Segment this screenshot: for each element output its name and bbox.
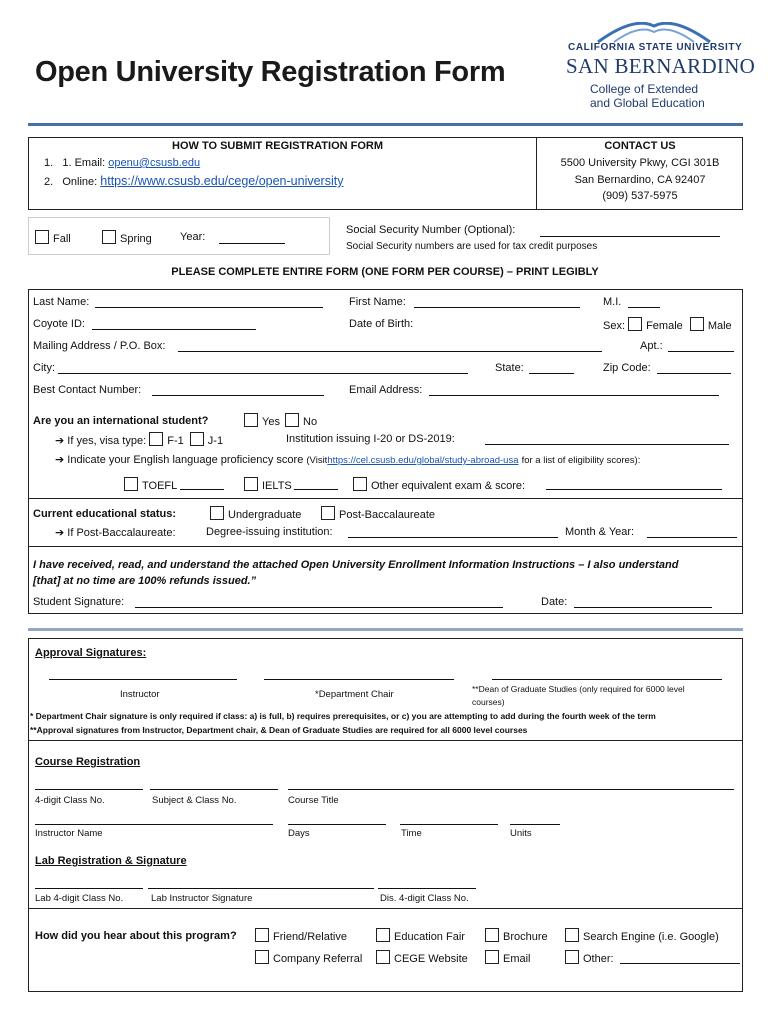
f1-checkbox[interactable]	[149, 432, 163, 446]
lab-instructor-label: Lab Instructor Signature	[151, 893, 253, 904]
fall-label: Fall	[53, 233, 71, 245]
visa-type-label: If yes, visa type:	[67, 435, 147, 447]
other-exam-checkbox[interactable]	[353, 477, 367, 491]
degree-inst-field[interactable]	[348, 537, 558, 538]
postbac-row	[55, 526, 176, 539]
female-label: Female	[646, 320, 683, 332]
course-title-field[interactable]	[288, 789, 734, 790]
search-engine-checkbox[interactable]	[565, 928, 579, 942]
email-checkbox[interactable]	[485, 950, 499, 964]
female-checkbox[interactable]	[628, 317, 642, 331]
state-label: State:	[495, 362, 524, 374]
ssn-note: Social Security numbers are used for tax credit purposes	[346, 241, 598, 252]
friend-label: Friend/Relative	[273, 931, 347, 943]
lab-heading: Lab Registration & Signature	[35, 855, 187, 867]
degree-inst-label: Degree-issuing institution:	[206, 526, 333, 538]
english-row	[55, 453, 640, 466]
instructor-signature-field[interactable]	[49, 679, 237, 680]
other-field[interactable]	[620, 963, 740, 964]
sun-arc-icon	[594, 22, 714, 44]
company-option	[255, 950, 362, 965]
month-year-label: Month & Year:	[565, 526, 635, 538]
last-name-label: Last Name:	[33, 296, 90, 308]
instructor-name-field[interactable]	[35, 824, 273, 825]
ielts-checkbox[interactable]	[244, 477, 258, 491]
international-question: Are you an international student?	[33, 415, 209, 427]
university-logo	[564, 22, 756, 112]
international-yes-label: Yes	[262, 416, 280, 428]
approval-heading: Approval Signatures:	[35, 647, 147, 659]
term-box	[28, 217, 330, 255]
agreement-line-1: I have received, read, and understand the attached Open University Enrollment Information Instructions – I also understand	[33, 559, 679, 571]
zip-label: Zip Code:	[603, 362, 651, 374]
friend-option	[255, 928, 347, 943]
online-link[interactable]: https://www.csusb.edu/cege/open-university	[100, 174, 344, 188]
other-exam-option	[353, 477, 525, 492]
section-divider	[28, 546, 743, 547]
dean-label-2: courses)	[472, 697, 505, 707]
education-fair-label: Education Fair	[394, 931, 465, 943]
cege-website-label: CEGE Website	[394, 953, 468, 965]
undergrad-label: Undergraduate	[228, 509, 302, 521]
course-heading: Course Registration	[35, 756, 141, 768]
english-link[interactable]: https://cel.csusb.edu/global/study-abroad-usa	[327, 455, 519, 466]
postbac-label: Post-Baccalaureate	[339, 509, 435, 521]
mailing-field[interactable]	[178, 351, 602, 352]
date-label: Date:	[541, 596, 568, 608]
units-field[interactable]	[510, 824, 560, 825]
other-option	[565, 950, 614, 965]
page-title: Open University Registration Form	[35, 56, 506, 88]
toefl-checkbox[interactable]	[124, 477, 138, 491]
dob-label: Date of Birth:	[349, 318, 414, 330]
postbac-checkbox[interactable]	[321, 506, 335, 520]
subject-field[interactable]	[150, 789, 278, 790]
male-label: Male	[707, 320, 732, 332]
international-options	[244, 413, 317, 428]
logo-line-2: SAN BERNARDINO	[566, 54, 756, 78]
email-option-label: Email	[503, 953, 531, 965]
lab-instructor-field[interactable]	[148, 888, 374, 889]
mailing-label: Mailing Address / P.O. Box:	[33, 340, 166, 352]
ielts-label: IELTS	[262, 480, 292, 492]
email-label: Email Address:	[349, 384, 423, 396]
section-divider	[28, 740, 743, 741]
signature-field[interactable]	[135, 607, 503, 608]
apt-field[interactable]	[668, 351, 734, 352]
contact-number-field[interactable]	[152, 395, 324, 396]
sex-label: Sex:	[603, 320, 626, 332]
search-engine-label: Search Engine (i.e. Google)	[583, 931, 719, 943]
english-label: Indicate your English language proficiency score	[67, 454, 304, 466]
first-name-label: First Name:	[349, 296, 406, 308]
days-label: Days	[288, 828, 310, 839]
dean-signature-field[interactable]	[492, 679, 722, 680]
last-name-field[interactable]	[95, 307, 323, 308]
education-fair-checkbox[interactable]	[376, 928, 390, 942]
first-name-field[interactable]	[414, 307, 580, 308]
zip-field[interactable]	[657, 373, 731, 374]
city-label: City:	[33, 362, 55, 374]
time-label: Time	[401, 828, 422, 839]
lab-class-label: Lab 4-digit Class No.	[35, 893, 124, 904]
spring-label: Spring	[120, 233, 152, 245]
institution-field[interactable]	[485, 444, 729, 445]
brochure-option	[485, 928, 548, 943]
submit-num-1: 1.	[44, 157, 54, 169]
search-engine-option	[565, 928, 719, 943]
arrow-right-icon: ➔	[55, 435, 65, 447]
submit-num-2: 2.	[44, 176, 54, 188]
section-rule	[28, 628, 743, 631]
ielts-score-field[interactable]	[294, 489, 338, 490]
international-yes-checkbox[interactable]	[244, 413, 258, 427]
instructions-banner: PLEASE COMPLETE ENTIRE FORM (ONE FORM PER COURSE) – PRINT LEGIBLY	[171, 266, 599, 278]
other-exam-field[interactable]	[546, 489, 722, 490]
contact-address-2: San Bernardino, CA 92407	[574, 174, 706, 186]
email-field[interactable]	[429, 395, 719, 396]
dean-label-1: **Dean of Graduate Studies (only required for 6000 level	[472, 684, 685, 694]
undergrad-checkbox[interactable]	[210, 506, 224, 520]
j1-checkbox[interactable]	[190, 432, 204, 446]
f1-label: F-1	[167, 435, 184, 447]
approval-note-1: * Department Chair signature is only required if class: a) is full, b) requires prerequisites, or c) you are attempting to add during the fourth week of the term	[30, 711, 656, 721]
male-checkbox[interactable]	[690, 317, 704, 331]
toefl-label: TOEFL	[142, 480, 178, 492]
institution-label: Institution issuing I-20 or DS-2019:	[286, 433, 455, 445]
date-field[interactable]	[574, 607, 712, 608]
friend-checkbox[interactable]	[255, 928, 269, 942]
cege-website-checkbox[interactable]	[376, 950, 390, 964]
agreement-line-2: [that] at no time are 100% refunds issued.”	[33, 575, 257, 587]
visa-type-row	[55, 432, 223, 447]
class-no-label: 4-digit Class No.	[35, 795, 105, 806]
coyote-id-field[interactable]	[92, 329, 256, 330]
international-no-checkbox[interactable]	[285, 413, 299, 427]
time-field[interactable]	[400, 824, 498, 825]
email-prefix: 1. Email:	[62, 157, 106, 169]
ielts-option	[244, 477, 292, 492]
year-label: Year:	[180, 231, 206, 243]
days-field[interactable]	[288, 824, 386, 825]
contact-heading: CONTACT US	[604, 140, 676, 152]
education-fair-option	[376, 928, 465, 943]
logo-line-1: CALIFORNIA STATE UNIVERSITY	[568, 42, 743, 53]
instructor-label: Instructor	[120, 689, 160, 700]
mi-label: M.I.	[603, 296, 622, 308]
dis-class-field[interactable]	[378, 888, 476, 889]
year-field[interactable]	[219, 243, 285, 244]
state-field[interactable]	[529, 373, 574, 374]
signature-label: Student Signature:	[33, 596, 125, 608]
english-suffix: for a list of eligibility scores):	[521, 455, 641, 466]
logo-line-4: and Global Education	[590, 96, 705, 110]
dept-chair-signature-field[interactable]	[264, 679, 454, 680]
english-visit: (Visit	[306, 455, 328, 466]
section-divider	[28, 908, 743, 909]
other-checkbox[interactable]	[565, 950, 579, 964]
education-label: Current educational status:	[33, 508, 177, 520]
contact-phone: (909) 537-5975	[602, 190, 678, 202]
j1-label: J-1	[207, 435, 224, 447]
spring-option[interactable]	[102, 230, 152, 245]
cege-website-option	[376, 950, 468, 965]
month-year-field[interactable]	[647, 537, 737, 538]
toefl-score-field[interactable]	[180, 489, 224, 490]
section-divider	[28, 498, 743, 499]
fall-option[interactable]	[35, 230, 71, 245]
header-divider	[28, 123, 743, 126]
toefl-option	[124, 477, 177, 492]
submit-item-1	[44, 157, 200, 169]
if-postbac-label: If Post-Baccalaureate:	[67, 527, 176, 539]
coyote-id-label: Coyote ID:	[33, 318, 85, 330]
online-prefix: Online:	[62, 176, 98, 188]
contact-address-1: 5500 University Pkwy, CGI 301B	[560, 157, 720, 169]
mi-field[interactable]	[628, 307, 660, 308]
arrow-right-icon: ➔	[55, 454, 65, 466]
international-no-label: No	[303, 416, 318, 428]
spring-checkbox[interactable]	[102, 230, 116, 244]
company-label: Company Referral	[273, 953, 363, 965]
ssn-field[interactable]	[540, 236, 720, 237]
city-field[interactable]	[58, 373, 468, 374]
dis-class-label: Dis. 4-digit Class No.	[380, 893, 469, 904]
dept-chair-label: *Department Chair	[315, 689, 394, 700]
fall-checkbox[interactable]	[35, 230, 49, 244]
subject-label: Subject & Class No.	[152, 795, 237, 806]
instructor-name-label: Instructor Name	[35, 828, 103, 839]
logo-line-3: College of Extended	[590, 82, 699, 96]
contact-number-label: Best Contact Number:	[33, 384, 142, 396]
brochure-label: Brochure	[503, 931, 548, 943]
class-no-field[interactable]	[35, 789, 143, 790]
sex-field	[603, 317, 732, 332]
postbac-option	[321, 506, 435, 521]
units-label: Units	[510, 828, 532, 839]
email-option	[485, 950, 531, 965]
company-checkbox[interactable]	[255, 950, 269, 964]
submit-heading: HOW TO SUBMIT REGISTRATION FORM	[172, 140, 384, 152]
ssn-label: Social Security Number (Optional):	[346, 224, 516, 236]
other-label: Other:	[583, 953, 614, 965]
submit-item-2	[44, 174, 343, 188]
email-link[interactable]: openu@csusb.edu	[108, 157, 201, 169]
brochure-checkbox[interactable]	[485, 928, 499, 942]
lab-class-field[interactable]	[35, 888, 143, 889]
undergrad-option	[210, 506, 301, 521]
course-title-label: Course Title	[288, 795, 339, 806]
approval-note-2: **Approval signatures from Instructor, Department chair, & Dean of Graduate Studies are required for all 6000 level courses	[30, 725, 528, 735]
apt-label: Apt.:	[640, 340, 663, 352]
arrow-right-icon: ➔	[55, 527, 65, 539]
other-exam-label: Other equivalent exam & score:	[371, 480, 526, 492]
hear-question: How did you hear about this program?	[35, 930, 237, 942]
